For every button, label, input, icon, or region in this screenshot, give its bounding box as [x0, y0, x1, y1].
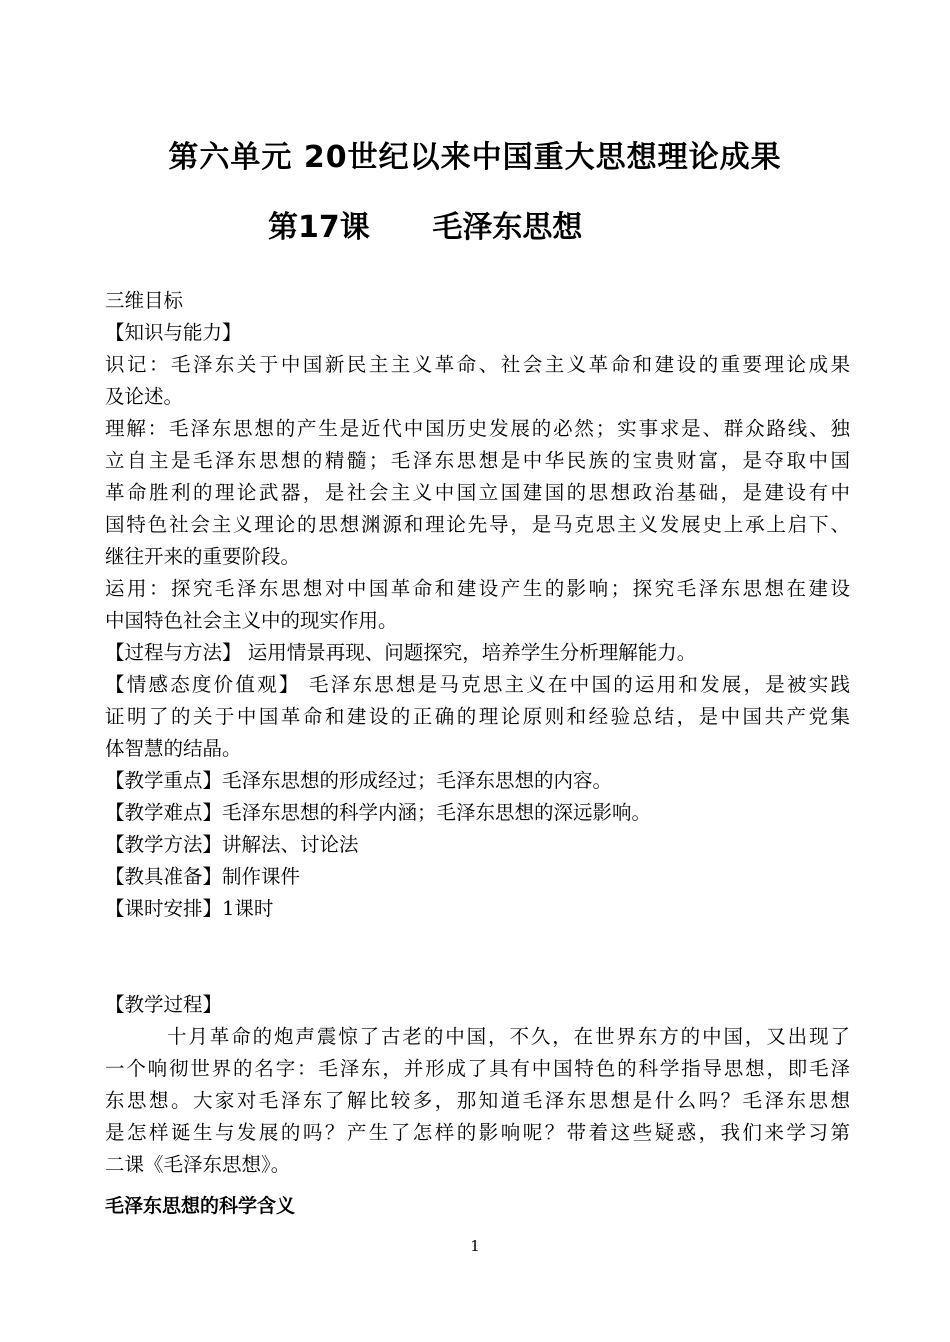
paragraph-line: 【情感态度价值观】 毛泽东思想是马克思主义在中国的运用和发展，是被实践 [105, 673, 850, 696]
paragraph-line: 东思想。大家对毛泽东了解比较多，那知道毛泽东思想是什么吗？毛泽东思想 [105, 1089, 850, 1112]
objectives-heading: 三维目标 [105, 289, 184, 312]
paragraph-line: 继往开来的重要阶段。 [105, 545, 301, 568]
schedule-line: 【课时安排】1课时 [105, 897, 274, 920]
paragraph-line: 一个响彻世界的名字：毛泽东，并形成了具有中国特色的科学指导思想，即毛泽 [105, 1057, 850, 1080]
paragraph-line: 国特色社会主义理论的思想渊源和理论先导，是马克思主义发展史上承上启下、 [105, 513, 850, 536]
process-heading: 【教学过程】 [105, 993, 223, 1016]
spacer [105, 925, 850, 989]
paragraph-line: 二课《毛泽东思想》。 [105, 1153, 291, 1176]
intro-paragraph [105, 1021, 850, 1181]
paragraph-line: 中国特色社会主义中的现实作用。 [105, 609, 398, 632]
paragraph-line: 及论述。 [105, 385, 184, 408]
paragraph-line: 运用：探究毛泽东思想对中国革命和建设产生的影响；探究毛泽东思想在建设 [105, 577, 850, 600]
apply-paragraph [105, 573, 850, 637]
paragraph-line: 理解：毛泽东思想的产生是近代中国历史发展的必然；实事求是、群众路线、独 [105, 417, 850, 440]
knowledge-heading: 【知识与能力】 [105, 321, 242, 344]
paragraph-line: 十月革命的炮声震惊了古老的中国，不久，在世界东方的中国，又出现了 [167, 1025, 850, 1048]
paragraph-line: 体智慧的结晶。 [105, 737, 242, 760]
key-points-line: 【教学重点】毛泽东思想的形成经过；毛泽东思想的内容。 [105, 769, 613, 792]
difficulties-line: 【教学难点】毛泽东思想的科学内涵；毛泽东思想的深远影响。 [105, 801, 652, 824]
paragraph-line: 是怎样诞生与发展的吗？产生了怎样的影响呢？带着这些疑惑，我们来学习第 [105, 1121, 850, 1144]
paragraph-line: 证明了的关于中国革命和建设的正确的理论原则和经验总结，是中国共产党集 [105, 705, 850, 728]
lesson-title: 第17课 毛泽东思想 [268, 210, 583, 245]
memorize-paragraph [105, 349, 850, 413]
paragraph-line: 革命胜利的理论武器，是社会主义中国立国建国的思想政治基础，是建设有中 [105, 481, 850, 504]
understand-paragraph [105, 413, 850, 573]
process-method-line: 【过程与方法】 运用情景再现、问题探究，培养学生分析理解能力。 [105, 641, 697, 664]
section-heading: 毛泽东思想的科学含义 [105, 1195, 296, 1217]
tools-line: 【教具准备】制作课件 [105, 865, 301, 888]
page-number: 1 [470, 1237, 480, 1255]
emotion-paragraph [105, 669, 850, 765]
methods-line: 【教学方法】讲解法、讨论法 [105, 833, 359, 856]
paragraph-line: 立自主是毛泽东思想的精髓；毛泽东思想是中华民族的宝贵财富，是夺取中国 [105, 449, 850, 472]
paragraph-line: 识记：毛泽东关于中国新民主主义革命、社会主义革命和建设的重要理论成果 [105, 353, 850, 376]
unit-title: 第六单元 20世纪以来中国重大思想理论成果 [168, 140, 782, 175]
document-body [105, 285, 850, 1181]
